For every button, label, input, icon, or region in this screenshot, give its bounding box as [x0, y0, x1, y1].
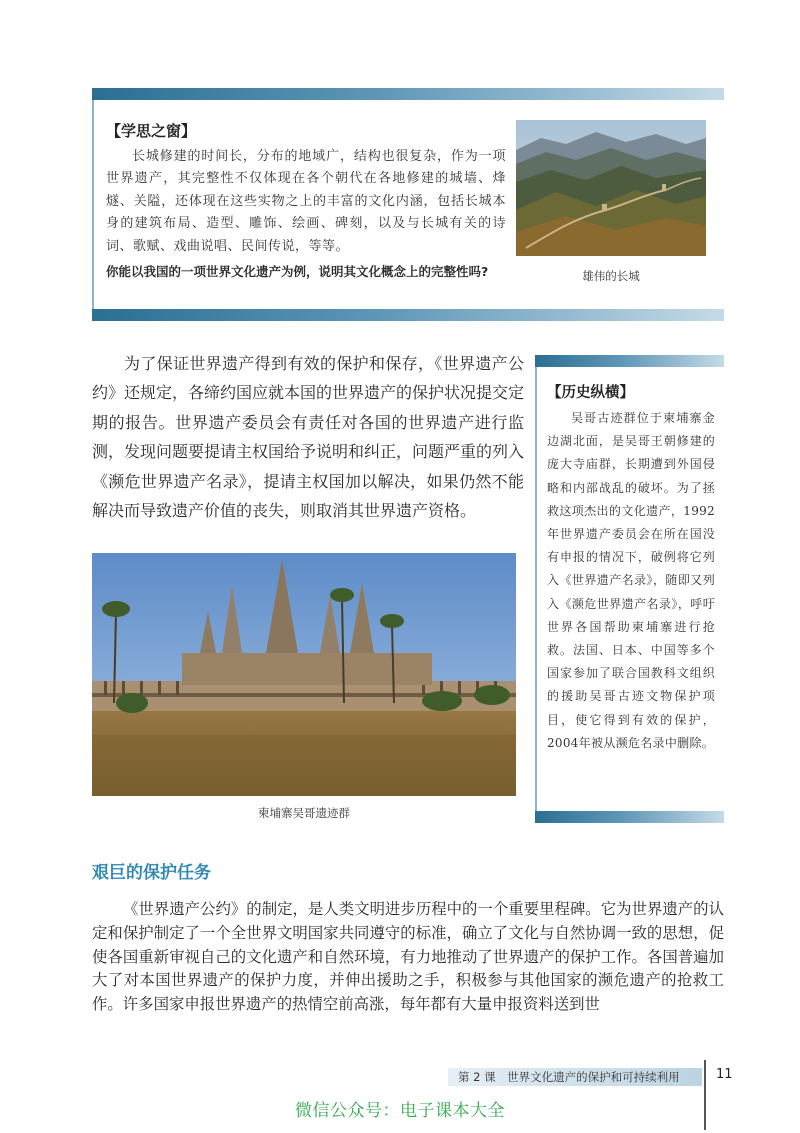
box-top-band: [92, 88, 724, 100]
history-box-text: 吴哥古迹群位于柬埔寨金边湖北面，是吴哥王朝修建的庞大寺庙群，长期遭到外国侵略和内部战乱的破坏。为了拯救这项杰出的文化遗产，1992年世界遗产委员会在所在国没有申报的情况下，破例将它列入《世界遗产名录》，随即又列入《濒危世界遗产名录》，呼吁世界各国帮助柬埔寨进行抢救。法国、日本、中国等多个国家参加了联合国教科文组织的援助吴哥古迹文物保护项目，使它得到有效的保护，2004年被从濒危名录中删除。: [547, 411, 715, 750]
box-bottom-band: [92, 309, 724, 321]
angkor-wat-caption: 柬埔寨吴哥遗迹群: [258, 806, 350, 820]
box-bottom-band: [535, 811, 724, 823]
study-window-title: 【学思之窗】: [106, 122, 197, 140]
main-paragraph: 为了保证世界遗产得到有效的保护和保存，《世界遗产公约》还规定，各缔约国应就本国的世界遗产的保护状况提交定期的报告。世界遗产委员会有责任对各国的世界遗产进行监测，发现问题要提请主权国给予说明和纠正，问题严重的列入《濒危世界遗产名录》，提请主权国加以解决，如果仍然不能解决而导致遗产价值的丧失，则取消其世界遗产资格。: [92, 354, 525, 521]
section-paragraph: 《世界遗产公约》的制定，是人类文明进步历程中的一个重要里程碑。它为世界遗产的认定和保护制定了一个全世界文明国家共同遵守的标准，确立了文化与自然协调一致的思想，促使各国重新审视自己的文化遗产和自然环境，有力地推动了世界遗产的保护工作。各国普遍加大了对本国世界遗产的保护力度，并伸出援助之手，积极参与其他国家的濒危遗产的抢救工作。许多国家申报世界遗产的热情空前高涨，每年都有大量申报资料送到世: [92, 900, 724, 1014]
box-top-band: [535, 355, 724, 367]
angkor-wat-photo: [92, 553, 516, 796]
history-box: [535, 355, 724, 823]
great-wall-photo: [516, 120, 706, 256]
box-left-border: [535, 367, 537, 811]
watermark-text: 微信公众号：电子课本大全: [295, 1101, 505, 1121]
page-number: 11: [716, 1067, 733, 1082]
footer-chapter-title: 第 2 课 世界文化遗产的保护和可持续利用: [458, 1070, 680, 1084]
great-wall-caption: 雄伟的长城: [582, 269, 640, 283]
history-box-title: 【历史纵横】: [547, 385, 634, 401]
box-left-border: [92, 100, 94, 309]
study-window-box: [92, 88, 724, 321]
section-heading: 艰巨的保护任务: [92, 863, 211, 883]
study-window-text: 长城修建的时间长，分布的地域广，结构也很复杂，作为一项世界遗产，其完整性不仅体现在各个朝代在各地修建的城墙、烽燧、关隘，还体现在这些实物之上的丰富的文化内涵，包括长城本身的建筑布局、造型、雕饰、绘画、碑刻，以及与长城有关的诗词、歌赋、戏曲说唱、民间传说，等等。: [106, 149, 506, 254]
study-window-question: 你能以我国的一项世界文化遗产为例，说明其文化概念上的完整性吗?: [106, 264, 489, 279]
